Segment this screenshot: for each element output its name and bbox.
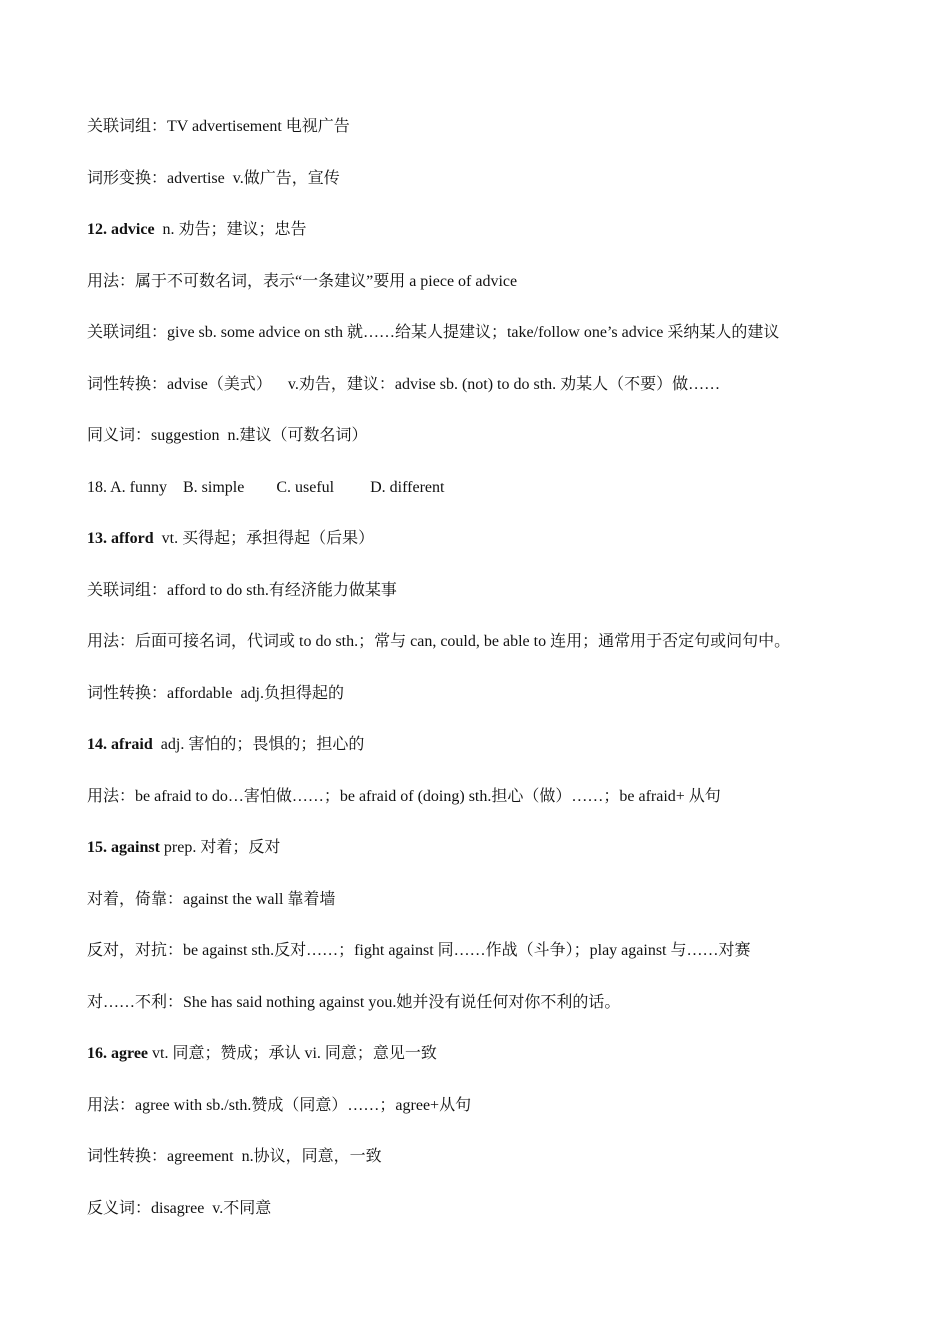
text-line (87, 684, 887, 704)
text-line (87, 941, 887, 961)
line-text: 用法：be afraid to do…害怕做……；be afraid of (doing) sth.担心（做）……；be afraid+ 从句 (87, 788, 721, 805)
line-text: 关联词组：TV advertisement 电视广告 (87, 118, 350, 135)
text-line (87, 169, 887, 189)
text-line (87, 323, 887, 343)
text-line (87, 787, 887, 807)
line-text: 反义词：disagree v.不同意 (87, 1200, 272, 1217)
text-line (87, 1147, 887, 1167)
entry-heading: 14. afraid (87, 736, 153, 753)
line-text: 对……不利：She has said nothing against you.她并没有说任何对你不利的话。 (87, 994, 621, 1011)
text-line (87, 375, 887, 395)
text-line (87, 838, 887, 858)
line-text: 词性转换：agreement n.协议，同意，一致 (87, 1148, 382, 1165)
text-line (87, 1044, 887, 1064)
line-text: n. 劝告；建议；忠告 (154, 221, 307, 238)
text-line (87, 890, 887, 910)
text-line (87, 426, 887, 446)
line-text: vt. 买得起；承担得起（后果） (153, 530, 375, 547)
line-text: 关联词组：give sb. some advice on sth 就……给某人提建议；take/follow one’s advice 采纳某人的建议 (87, 324, 780, 341)
text-line (87, 220, 887, 240)
text-line (87, 478, 887, 498)
text-line (87, 1199, 887, 1219)
entry-heading: 16. agree (87, 1045, 149, 1062)
text-line (87, 735, 887, 755)
entry-heading: 13. afford (87, 530, 154, 547)
line-text: 对着，倚靠：against the wall 靠着墙 (87, 891, 336, 908)
entry-heading: 12. advice (87, 221, 155, 238)
text-line (87, 529, 887, 549)
line-text: 词性转换：advise（美式） v.劝告，建议：advise sb. (not) to do sth. 劝某人（不要）做…… (87, 376, 721, 393)
line-text: adj. 害怕的；畏惧的；担心的 (152, 736, 365, 753)
line-text: prep. 对着；反对 (159, 839, 281, 856)
line-text: 用法：后面可接名词，代词或 to do sth.；常与 can, could, be able to 连用；通常用于否定句或问句中。 (87, 633, 791, 650)
text-line (87, 1096, 887, 1116)
line-text: vt. 同意；赞成；承认 vi. 同意；意见一致 (148, 1045, 437, 1062)
line-text: 用法：属于不可数名词，表示“一条建议”要用 a piece of advice (87, 273, 518, 290)
line-text: 反对，对抗：be against sth.反对……；fight against 同……作战（斗争）；play against 与……对赛 (87, 942, 751, 959)
entry-heading: 15. against (87, 839, 160, 856)
text-line (87, 632, 887, 652)
line-text: 同义词：suggestion n.建议（可数名词） (87, 427, 368, 444)
text-line (87, 993, 887, 1013)
text-line (87, 117, 887, 137)
line-text: 18. A. funny B. simple C. useful D. different (87, 479, 445, 496)
line-text: 关联词组：afford to do sth.有经济能力做某事 (87, 582, 397, 599)
text-line (87, 272, 887, 292)
text-line (87, 581, 887, 601)
line-text: 词形变换：advertise v.做广告，宣传 (87, 170, 340, 187)
line-text: 用法：agree with sb./sth.赞成（同意）……；agree+从句 (87, 1097, 472, 1114)
line-text: 词性转换：affordable adj.负担得起的 (87, 685, 344, 702)
